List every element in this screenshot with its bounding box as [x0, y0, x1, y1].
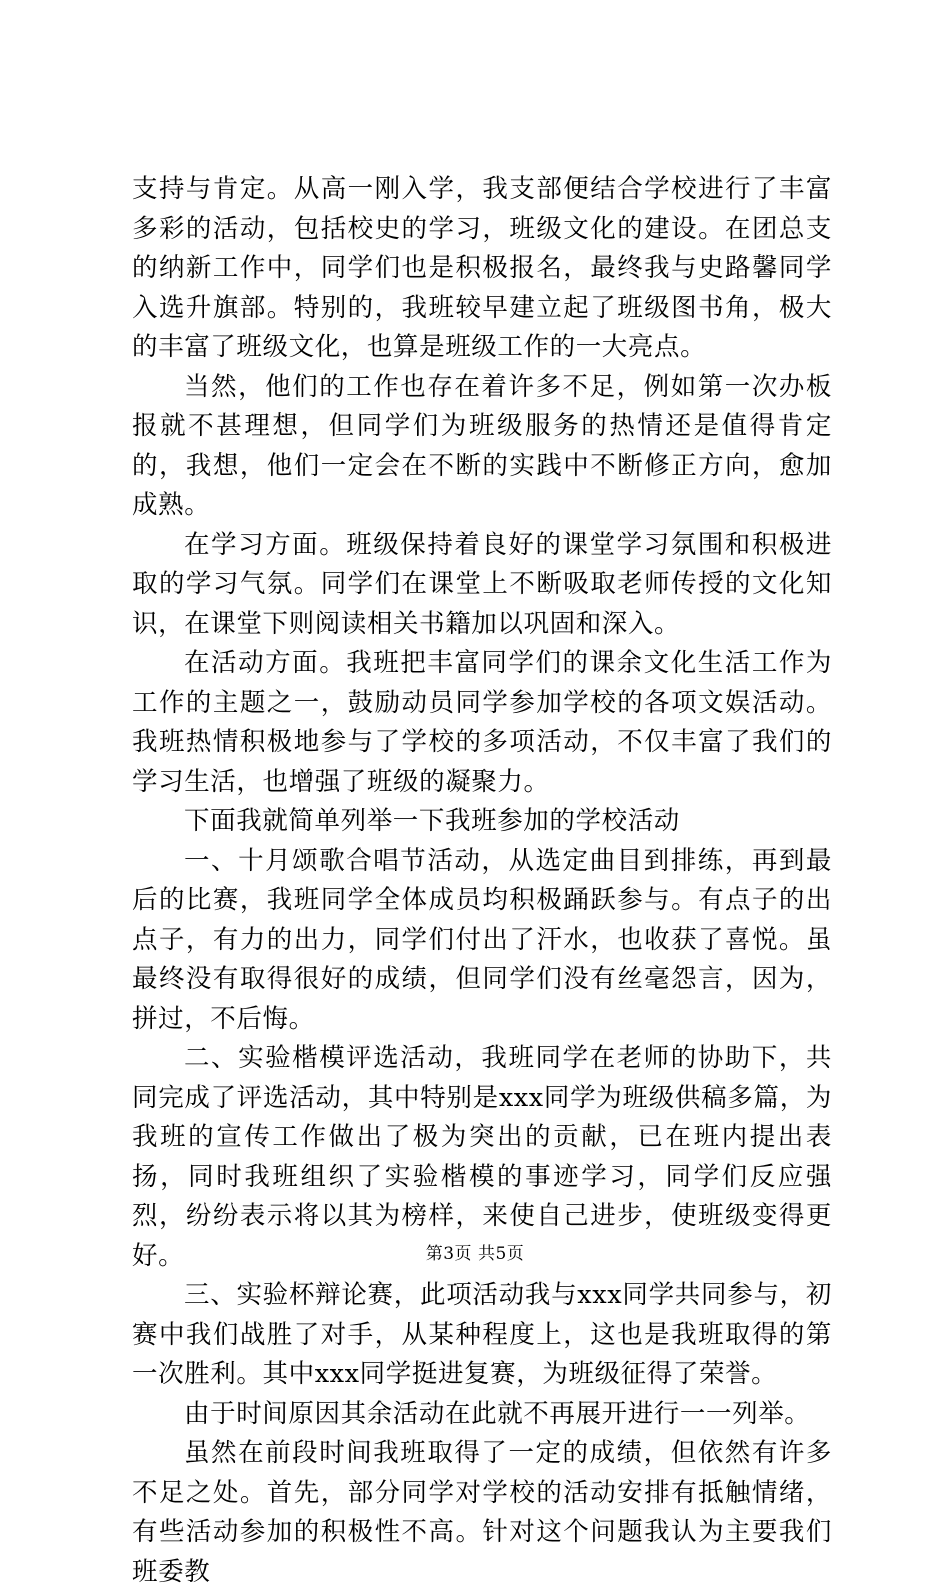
page-number-footer: 第3页 共5页	[425, 1244, 525, 1264]
paragraph-3: 在学习方面。班级保持着良好的课堂学习氛围和积极进取的学习气氛。同学们在课堂上不断吸取老师传授的文化知识，在课堂下则阅读相关书籍加以巩固和深入。	[132, 529, 832, 639]
paragraph-5: 下面我就简单列举一下我班参加的学校活动	[184, 806, 680, 836]
paragraph-2: 当然，他们的工作也存在着许多不足，例如第一次办板报就不甚理想，但同学们为班级服务的热情还是值得肯定的，我想，他们一定会在不断的实践中不断修正方向，愈加成熟。	[132, 371, 832, 520]
paragraph-4: 在活动方面。我班把丰富同学们的课余文化生活工作为工作的主题之一，鼓励动员同学参加学校的各项文娱活动。我班热情积极地参与了学校的多项活动，不仅丰富了我们的学习生活，也增强了班级的凝聚力。	[132, 648, 832, 797]
paragraph-6: 一、十月颂歌合唱节活动，从选定曲目到排练，再到最后的比赛，我班同学全体成员均积极踊跃参与。有点子的出点子，有力的出力，同学们付出了汗水，也收获了喜悦。虽最终没有取得很好的成绩，但同学们没有丝毫怨言，因为，拼过，不后悔。	[132, 845, 832, 1034]
paragraph-7: 二、实验楷模评选活动，我班同学在老师的协助下，共同完成了评选活动，其中特别是xxx同学为班级供稿多篇，为我班的宣传工作做出了极为突出的贡献，已在班内提出表扬，同时我班组织了实验楷模的事迹学习，同学们反应强烈，纷纷表示将以其为榜样，来使自己进步，使班级变得更好。	[132, 1043, 832, 1271]
paragraph-8: 三、实验杯辩论赛，此项活动我与xxx同学共同参与，初赛中我们战胜了对手，从某种程度上，这也是我班取得的第一次胜利。其中xxx同学挺进复赛，为班级征得了荣誉。	[132, 1280, 832, 1389]
document-body	[132, 170, 832, 1592]
paragraph-9: 由于时间原因其余活动在此就不再展开进行一一列举。	[184, 1398, 811, 1429]
paragraph-1: 支持与肯定。从高一刚入学，我支部便结合学校进行了丰富多彩的活动，包括校史的学习，班级文化的建设。在团总支的纳新工作中，同学们也是积极报名，最终我与史路馨同学入选升旗部。特别的，我班较早建立起了班级图书角，极大的丰富了班级文化，也算是班级工作的一大亮点。	[132, 174, 832, 362]
paragraph-10: 虽然在前段时间我班取得了一定的成绩，但依然有许多不足之处。首先，部分同学对学校的活动安排有抵触情绪，有些活动参加的积极性不高。针对这个问题我认为主要我们班委教	[132, 1438, 832, 1587]
